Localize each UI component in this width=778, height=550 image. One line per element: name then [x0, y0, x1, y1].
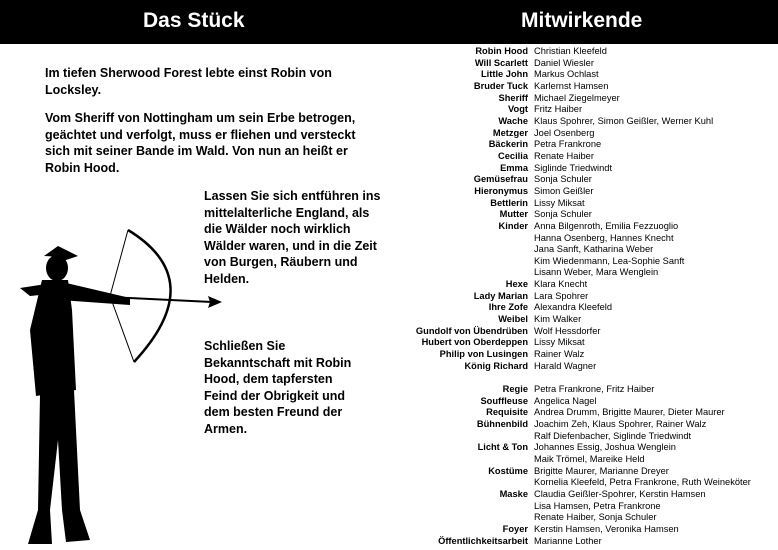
crew-row [400, 512, 776, 524]
performer-names: Marianne Lother [534, 535, 602, 546]
performer-names: Jana Sanft, Katharina Weber [534, 244, 654, 255]
performer-names: Alexandra Kleefeld [534, 302, 613, 313]
performer-names: Michael Ziegelmeyer [534, 92, 620, 103]
performer-names: Lara Spohrer [534, 290, 589, 301]
cast-row [400, 326, 776, 338]
cast-row [400, 116, 776, 128]
cast-row [400, 361, 776, 373]
performer-names: Maik Trömel, Mareike Held [534, 453, 645, 464]
performer-names: Hanna Osenberg, Hannes Knecht [534, 232, 674, 243]
role-label [400, 512, 534, 524]
cast-row [400, 46, 776, 58]
role-label: Emma [500, 162, 528, 173]
role-label: Bäckerin [488, 139, 528, 150]
crew-row [400, 454, 776, 466]
cast-row [400, 256, 776, 268]
role-label: Bettlerin [490, 197, 528, 208]
cast-row [400, 221, 776, 233]
cast-row [400, 69, 776, 81]
performer-names: Rainer Walz [534, 349, 585, 360]
cast-row [400, 279, 776, 291]
performer-names: Lisann Weber, Mara Wenglein [534, 267, 659, 278]
role-label [400, 477, 534, 489]
cast-row [400, 186, 776, 198]
role-label: Vogt [508, 104, 528, 115]
role-label: Gundolf von Übendrüben [415, 325, 528, 336]
role-label: Lady Marian [473, 290, 528, 301]
cast-heading: Mitwirkende [521, 9, 643, 32]
role-label: Little John [481, 69, 528, 80]
cast-row [400, 58, 776, 70]
performer-names: Sonja Schuler [534, 209, 592, 220]
performer-names: Christian Kleefeld [534, 46, 607, 56]
performer-names: Anna Bilgenroth, Emilia Fezzuoglio [534, 220, 679, 231]
crew-row [400, 466, 776, 478]
role-label: Kinder [498, 220, 528, 231]
crew-row [400, 419, 776, 431]
role-label: Bühnenbild [476, 419, 528, 429]
role-label: Hexe [505, 279, 528, 290]
role-label [400, 454, 534, 466]
cast-row [400, 302, 776, 314]
performer-names: Kornelia Kleefeld, Petra Frankrone, Ruth Weineköter [534, 477, 751, 488]
crew-row [400, 396, 776, 408]
cast-row [400, 244, 776, 256]
cast-row [400, 209, 776, 221]
cast-row [400, 337, 776, 349]
performer-names: Wolf Hessdorfer [534, 325, 601, 336]
crew-row [400, 384, 776, 396]
credits-list [400, 46, 776, 547]
role-label: Regie [502, 384, 528, 395]
archer-silhouette [0, 210, 228, 550]
archer-body [30, 280, 76, 396]
crew-row [400, 489, 776, 501]
role-label: Kostüme [488, 465, 528, 476]
role-label: Hubert von Oberdeppen [421, 337, 528, 348]
performer-names: Lisa Hamsen, Petra Frankrone [534, 500, 661, 511]
cast-row [400, 233, 776, 245]
performer-names: Markus Ochlast [534, 69, 599, 80]
role-label: Bruder Tuck [473, 80, 528, 91]
story-paragraph-intro: Im tiefen Sherwood Forest lebte einst Robin von Locksley. [45, 66, 332, 97]
performer-names: Petra Frankrone, Fritz Haiber [534, 384, 655, 395]
cast-row [400, 267, 776, 279]
performer-names: Claudia Geißler-Spohrer, Kerstin Hamsen [534, 488, 706, 499]
role-label: Will Scarlett [474, 57, 528, 68]
cast-row [400, 174, 776, 186]
crew-row [400, 477, 776, 489]
cast-row [400, 81, 776, 93]
cast-row [400, 93, 776, 105]
crew-section [400, 384, 776, 547]
performer-names: Daniel Wiesler [534, 57, 594, 68]
role-label [400, 244, 534, 256]
role-label: Licht & Ton [477, 442, 528, 453]
crew-row [400, 501, 776, 513]
role-label: Requisite [486, 407, 528, 418]
archer-head [46, 255, 68, 281]
performer-names: Sonja Schuler [534, 174, 592, 185]
crew-row [400, 431, 776, 443]
story-paragraph-plot: Vom Sheriff von Nottingham um sein Erbe betrogen, geächtet und verfolgt, muss er fliehen und versteckt sich mit seiner Bande im Wald. Von nun an heißt er Robin Hood. [45, 111, 356, 175]
role-label: Robin Hood [475, 46, 528, 56]
story-paragraph-invitation: Lassen Sie sich entführen ins mittelalterliche England, als die Wälder noch wirklich Wälder waren, und in die Zeit von Burgen, Räubern und Helden. [204, 189, 381, 286]
cast-row [400, 151, 776, 163]
role-label [400, 431, 534, 443]
performer-names: Karlernst Hamsen [534, 80, 609, 91]
role-label: Wache [498, 115, 528, 126]
performer-names: Harald Wagner [534, 360, 597, 371]
performer-names: Kim Walker [534, 314, 582, 325]
performer-names: Kim Wiedenmann, Lea-Sophie Sanft [534, 255, 685, 266]
performer-names: Lissy Miksat [534, 197, 585, 208]
performer-names: Petra Frankrone [534, 139, 602, 150]
role-label: Souffleuse [480, 395, 528, 406]
role-label: Sheriff [498, 92, 528, 103]
cast-section [400, 46, 776, 372]
performer-names: Simon Geißler [534, 185, 594, 196]
cast-row [400, 128, 776, 140]
arrow-head [208, 296, 222, 308]
cast-row [400, 198, 776, 210]
role-label: Maske [499, 488, 528, 499]
performer-names: Joachim Zeh, Klaus Spohrer, Rainer Walz [534, 419, 707, 429]
role-label [400, 233, 534, 245]
performer-names: Joel Osenberg [534, 127, 595, 138]
role-label: Ihre Zofe [488, 302, 528, 313]
performer-names: Lissy Miksat [534, 337, 585, 348]
performer-names: Klara Knecht [534, 279, 588, 290]
performer-names: Renate Haiber [534, 150, 594, 161]
role-label: Metzger [492, 127, 528, 138]
role-label [400, 267, 534, 279]
crew-row [400, 524, 776, 536]
header-bar [0, 0, 778, 44]
performer-names: Andrea Drumm, Brigitte Maurer, Dieter Maurer [534, 407, 725, 418]
role-label: Öffentlichkeitsarbeit [438, 535, 528, 546]
role-label: Gemüsefrau [473, 174, 528, 185]
role-label: Cecilia [498, 150, 528, 161]
performer-names: Siglinde Triedwindt [534, 162, 613, 173]
role-label: Weibel [498, 314, 528, 325]
role-label: Hieronymus [474, 185, 528, 196]
crew-row [400, 407, 776, 419]
performer-names: Ralf Diefenbacher, Siglinde Triedwindt [534, 430, 692, 441]
story-paragraph-hero: Schließen Sie Bekanntschaft mit Robin Hood, dem tapfersten Feind der Obrigkeit und dem besten Freund der Armen. [204, 339, 352, 436]
role-label: Mutter [499, 209, 528, 220]
crew-row [400, 536, 776, 548]
crew-row [400, 442, 776, 454]
performer-names: Fritz Haiber [534, 104, 583, 115]
cast-row [400, 349, 776, 361]
performer-names: Renate Haiber, Sonja Schuler [534, 512, 657, 523]
cast-row [400, 139, 776, 151]
performer-names: Klaus Spohrer, Simon Geißler, Werner Kuhl [534, 115, 714, 126]
role-label: Foyer [502, 523, 528, 534]
performer-names: Kerstin Hamsen, Veronika Hamsen [534, 523, 679, 534]
cast-row [400, 291, 776, 303]
cast-row [400, 104, 776, 116]
role-label: König Richard [464, 360, 528, 371]
role-label [400, 501, 534, 513]
section-gap [400, 372, 776, 384]
role-label [400, 256, 534, 268]
cast-row [400, 314, 776, 326]
role-label: Philip von Lusingen [439, 349, 528, 360]
story-heading: Das Stück [143, 9, 245, 32]
performer-names: Johannes Essig, Joshua Wenglein [534, 442, 676, 453]
performer-names: Angelica Nagel [534, 395, 597, 406]
cast-row [400, 163, 776, 175]
bow [128, 230, 171, 362]
archer-legs [28, 390, 90, 544]
performer-names: Brigitte Maurer, Marianne Dreyer [534, 465, 669, 476]
